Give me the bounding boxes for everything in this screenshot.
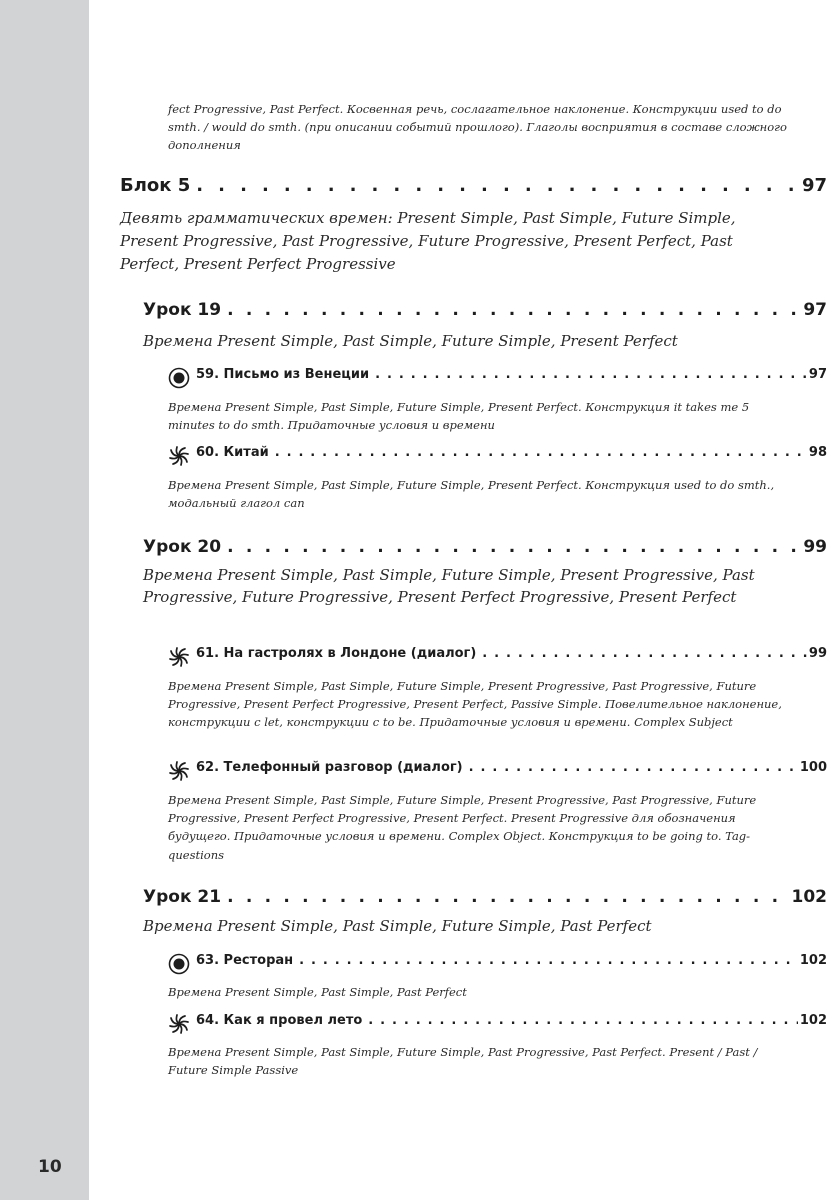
text-description: Времена Present Simple, Past Simple, Future Simple, Present Perfect. Конструкция it takes me 5 minutes to do smth. Придаточные условия и времени: [168, 400, 750, 433]
lesson-description: Времена Present Simple, Past Simple, Future Simple, Present Perfect: [143, 332, 678, 350]
text-page-number: 100: [799, 760, 827, 775]
lesson-description: Времена Present Simple, Past Simple, Future Simple, Present Progressive, Past Progressive, Future Progressive, Present Perfect Progressive, Present Perfect: [143, 566, 755, 606]
dot-leader: [275, 445, 807, 460]
dot-leader: [482, 646, 807, 661]
lesson-description: Времена Present Simple, Past Simple, Future Simple, Past Perfect: [143, 917, 652, 935]
toc-entry-lesson-21[interactable]: [143, 887, 827, 907]
text-description: Времена Present Simple, Past Simple, Future Simple, Past Progressive, Past Perfect. Present / Past / Future Simple Passive: [168, 1045, 758, 1078]
toc-entry-text-61[interactable]: [168, 646, 827, 668]
text-title: 63. Ресторан: [196, 953, 294, 968]
toc-entry-text-62[interactable]: [168, 760, 827, 782]
dot-leader: [227, 300, 801, 320]
text-page-number: 102: [799, 953, 827, 968]
swirl-icon: [168, 445, 190, 467]
block-title: Блок 5: [120, 175, 191, 196]
dot-leader: [299, 953, 798, 968]
text-page-number: 97: [808, 367, 827, 382]
text-title: 60. Китай: [196, 445, 269, 460]
text-title: 64. Как я провел лето: [196, 1013, 363, 1028]
block-page-number: 97: [801, 175, 827, 196]
toc-entry-block-5[interactable]: [120, 175, 827, 196]
lesson-page-number: 99: [803, 537, 827, 557]
swirl-icon: [168, 646, 190, 668]
toc-entry-lesson-20[interactable]: [143, 537, 827, 557]
dot-leader: [375, 367, 807, 382]
lesson-title: Урок 19: [143, 300, 222, 320]
dot-leader: [227, 887, 789, 907]
swirl-icon: [168, 1013, 190, 1035]
text-title: 62. Телефонный разговор (диалог): [196, 760, 463, 775]
block-description: Девять грамматических времен: Present Simple, Past Simple, Future Simple, Present Progressive, Past Progressive, Future Progressive, Present Perfect, Past Perfect, Present Perfect Progressive: [120, 209, 736, 273]
text-page-number: 99: [808, 646, 827, 661]
page-number: 10: [38, 1157, 62, 1177]
lesson-page-number: 102: [791, 887, 827, 907]
dot-leader: [368, 1013, 798, 1028]
toc-entry-text-60[interactable]: [168, 445, 827, 467]
disc-icon: [168, 367, 190, 389]
text-description: Времена Present Simple, Past Simple, Future Simple, Present Progressive, Past Progressive, Future Progressive, Present Perfect Progressive, Present Perfect. Present Progressive для обозначения будущего. Придаточные условия и времени. Complex Object. Конструкция to be going to. Tag-questions: [168, 793, 757, 862]
text-page-number: 98: [808, 445, 827, 460]
toc-entry-lesson-19[interactable]: [143, 300, 827, 320]
text-page-number: 102: [799, 1013, 827, 1028]
text-title: 61. На гастролях в Лондоне (диалог): [196, 646, 477, 661]
text-title: 59. Письмо из Венеции: [196, 367, 370, 382]
swirl-icon: [168, 760, 190, 782]
lesson-page-number: 97: [803, 300, 827, 320]
text-description: Времена Present Simple, Past Simple, Future Simple, Present Progressive, Past Progressive, Future Progressive, Present Perfect Progressive, Present Perfect, Passive Simple. Повелительное наклонение, конструкции с let, конструкции с to be. Придаточные условия и времени. Complex Subject: [168, 679, 782, 730]
dot-leader: [469, 760, 798, 775]
toc-entry-text-59[interactable]: [168, 367, 827, 389]
toc-entry-text-64[interactable]: [168, 1013, 827, 1035]
text-description: Времена Present Simple, Past Simple, Future Simple, Present Perfect. Конструкция used to do smth., модальный глагол can: [168, 478, 775, 511]
lesson-title: Урок 20: [143, 537, 222, 557]
lesson-title: Урок 21: [143, 887, 222, 907]
intro-description: fect Progressive, Past Perfect. Косвенная речь, сослагательное наклонение. Конструкции used to do smth. / would do smth. (при описании событий прошлого). Глаголы восприятия в составе сложного дополнения: [168, 102, 787, 153]
dot-leader: [227, 537, 801, 557]
disc-icon: [168, 953, 190, 975]
toc-entry-text-63[interactable]: [168, 953, 827, 975]
text-description: Времена Present Simple, Past Simple, Past Perfect: [168, 985, 467, 999]
dot-leader: [196, 175, 800, 196]
